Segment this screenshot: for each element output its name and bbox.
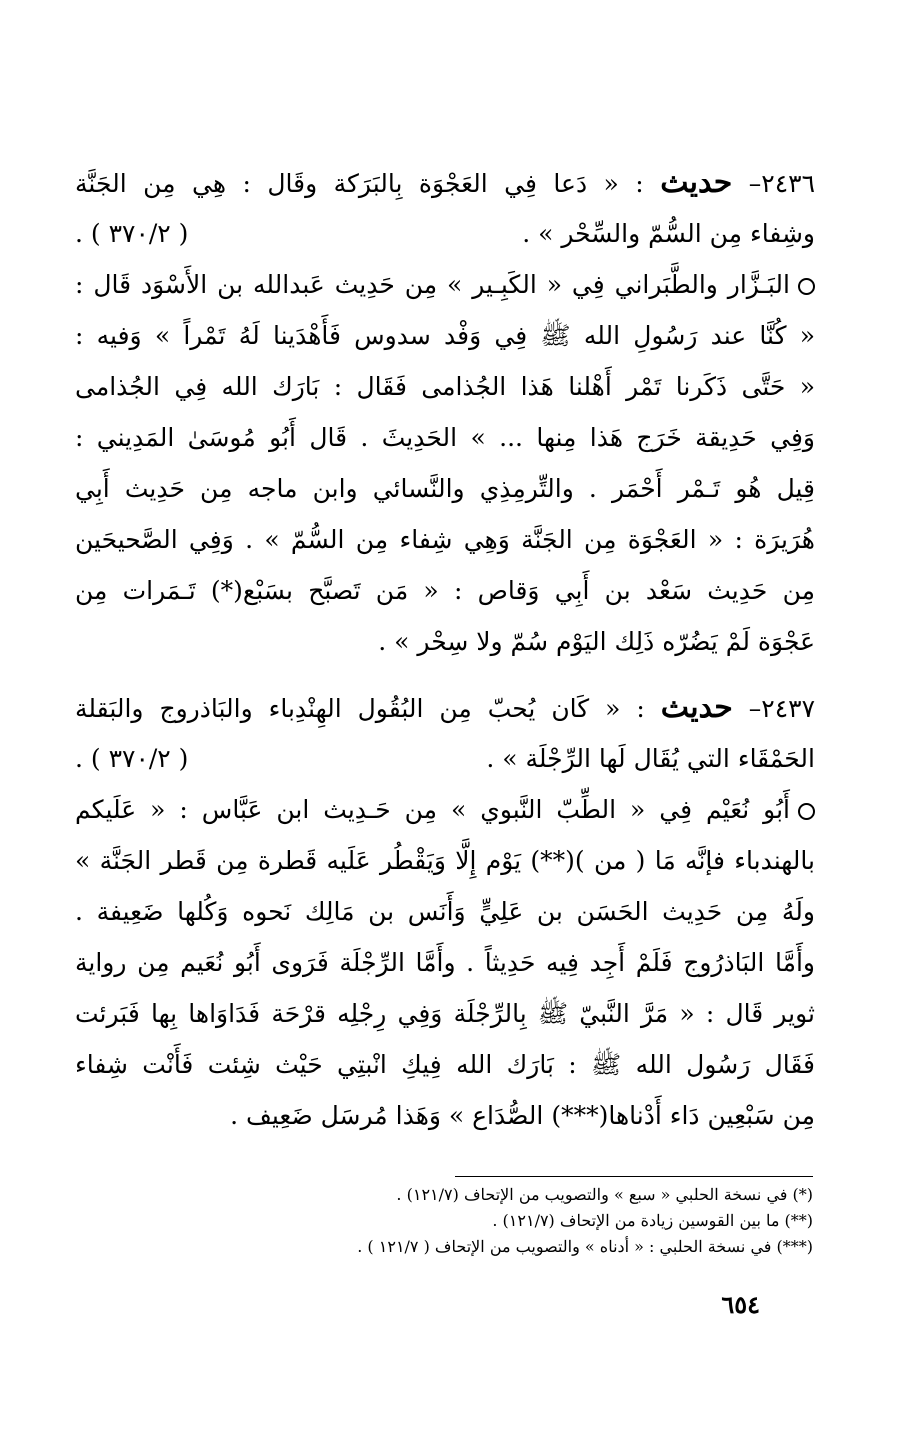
commentary-text: أَبُو نُعَيْم فِي « الطِّبّ النَّبوي » مِن حَـدِيث ابن عَبَّاس : « عَلَيكم: [75, 795, 790, 824]
commentary-line: هُرَيرَة : « العَجْوَة مِن الجَنَّة وَهِي شِفاء مِن السُّمّ » . وَفِي الصَّحيحَين: [75, 525, 815, 554]
commentary-line: قِيل هُو تَـمْر أَحْمَر . والتِّرمِذِي والنَّسائي وابن ماجه مِن حَدِيث أَبِي: [75, 474, 815, 503]
hadith-text-line: الحَمْقَاء التي يُقَال لَها الرِّجْلَة » .: [486, 744, 815, 773]
hadith-text-line-2: [75, 208, 815, 259]
circle-bullet-icon: [798, 278, 815, 295]
commentary-line: بالهندباء فإنَّه مَا ( من )(**) يَوْم إِلَّا وَيَقْطُر عَلَيه قَطرة مِن قَطر الجَنَّة »: [75, 846, 815, 875]
commentary-line: مِن حَدِيث سَعْد بن أَبِي وَقاص : « مَن تَصبَّح بسَبْع(*) تَـمَرات مِن: [75, 576, 815, 605]
hadith-text-line-2: [75, 733, 815, 784]
footnote: (*) في نسخة الحلبي « سبع » والتصويب من الإتحاف (١٢١/٧) .: [396, 1185, 813, 1204]
entry-2436: [75, 157, 815, 667]
commentary-text: البَـزَّار والطَّبَراني فِي « الكَبِـير » مِن حَدِيث عَبدالله بن الأَسْوَد قَال :: [75, 270, 790, 299]
footnote-divider: [455, 1176, 813, 1177]
source-reference: ( ٣٧٠/٢ ) .: [75, 219, 189, 248]
entry-2437-heading-line: [75, 682, 815, 733]
commentary-line: مِن سَبْعِين دَاء أَدْناها(***) الصُّدَاع » وَهَذا مُرسَل ضَعِيف .: [230, 1101, 815, 1130]
entry-label: حديث: [660, 165, 733, 200]
entry-2437: [75, 682, 815, 1141]
entry-label: حديث: [660, 690, 733, 725]
hadith-text-line: : « دَعا فِي العَجْوَة بِالبَرَكة وقَال : هِي مِن الجَنَّة: [75, 169, 644, 198]
commentary-line: ثوير قَال : « مَرَّ النَّبيّ ﷺ بِالرِّجْلَة وَفِي رِجْلِه قرْحَة فَدَاوَاها بِها فَبَرئت: [75, 999, 815, 1028]
entry-number: ٢٤٣٧–: [748, 694, 815, 723]
commentary-line: وَفِي حَدِيقة خَرَج هَذا مِنها ... » الحَدِيثَ . قَال أَبُو مُوسَىٰ المَدِيني :: [75, 423, 815, 452]
page-number: ٦٥٤: [721, 1290, 760, 1319]
footnotes: [160, 1182, 813, 1260]
commentary-line: [75, 784, 815, 835]
hadith-text-line: : « كَان يُحبّ مِن البُقُول الهِنْدِباء والبَاذروج والبَقلة: [75, 694, 645, 723]
commentary-line: عَجْوَة لَمْ يَضُرّه ذَلِك اليَوْم سُمّ ولا سِحْر » .: [378, 627, 815, 656]
commentary-line: ولَهُ مِن حَدِيث الحَسَن بن عَلِيٍّ وَأَنَس بن مَالِك نَحوه وَكُلها ضَعِيفة .: [75, 897, 815, 926]
commentary-line: « حَتَّى ذَكَرنا تَمْر أَهْلنا هَذا الجُذامى فَقَال : بَارَك الله فِي الجُذامى: [75, 372, 815, 401]
source-reference: ( ٣٧٠/٢ ) .: [75, 744, 189, 773]
hadith-text-line: وشِفاء مِن السُّمّ والسِّحْر » .: [522, 219, 815, 248]
entry-number: ٢٤٣٦–: [748, 169, 815, 198]
commentary-line: وأَمَّا البَاذرُوج فَلَمْ أَجِد فِيه حَدِيثاً . وأَمَّا الرِّجْلَة فَرَوى أَبُو نُعَيم مِن رواية: [75, 948, 815, 977]
footnote: (**) ما بين القوسين زيادة من الإتحاف (١٢١/٧) .: [492, 1211, 813, 1230]
commentary-line: [75, 259, 815, 310]
commentary-line: « كُنَّا عند رَسُولِ الله ﷺ فِي وَفْد سدوس فَأَهْدَينا لَهُ تَمْراً » وَفيه :: [75, 321, 815, 350]
commentary-line: فَقَال رَسُول الله ﷺ : بَارَك الله فِيكِ انْبتِي حَيْث شِئت فَأَنْت شِفاء: [75, 1050, 815, 1079]
entry-2436-heading-line: [75, 157, 815, 208]
circle-bullet-icon: [798, 803, 815, 820]
footnote: (***) في نسخة الحلبي : « أدناه » والتصويب من الإتحاف ( ١٢١/٧ ) .: [357, 1237, 813, 1256]
